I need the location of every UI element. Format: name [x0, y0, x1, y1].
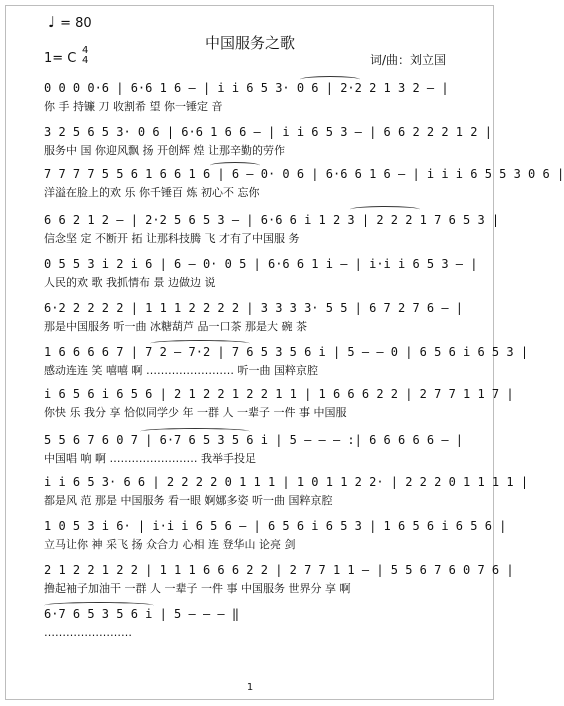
score-system — [44, 80, 464, 114]
notation-line: i i 6 5 3· 6 6 | 2 2 2 2 0 1 1 1 | 1 0 1 1 2 2· | 2 2 2 0 1 1 1 1 | — [44, 475, 529, 489]
notation-line: 3 2 5 6 5 3· 0 6 | 6·6 1 6 6 – | i i 6 5 3 – | 6 6 2 2 2 1 2 | — [44, 125, 492, 139]
lyrics-line: 立马让你 神 采飞 扬 众合力 心相 连 登华山 论亮 剑 — [44, 538, 296, 551]
notation-line: i 6 5 6 i 6 5 6 | 2 1 2 2 1 2 2 1 1 | 1 6 6 6 2 2 | 2 7 7 1 1 7 | — [44, 387, 514, 401]
lyrics-line: 中国唱 响 啊 …………………… 我举手投足 — [44, 452, 256, 465]
slur-mark — [210, 162, 260, 169]
notation-line: 2 1 2 2 1 2 2 | 1 1 1 6 6 6 2 2 | 2 7 7 1 1 – | 5 5 6 7 6 0 7 6 | — [44, 563, 514, 577]
score-system — [44, 606, 464, 640]
slur-mark — [350, 206, 420, 213]
tempo-value: = 80 — [60, 16, 92, 31]
lyrics-line: 人民的欢 歌 我抓情布 景 边做边 说 — [44, 276, 216, 289]
score-system — [44, 256, 478, 290]
key-signature: 1= C — [44, 51, 77, 66]
lyrics-line: 你快 乐 我分 享 恰似同学少 年 一群 人 一辈子 一件 事 中国服 — [44, 406, 347, 419]
time-signature — [82, 46, 88, 66]
notation-line: 6·7 6 5 3 5 6 i | 5 – – – ‖ — [44, 607, 240, 621]
score-system — [44, 432, 464, 466]
score-system — [44, 562, 514, 596]
lyrics-line: 都是风 范 那是 中国服务 看一眼 婀娜多姿 听一曲 国粹京腔 — [44, 494, 333, 507]
score-system — [44, 474, 529, 508]
lyrics-line: 信念坚 定 不断开 拓 让那科技腾 飞 才有了中国服 务 — [44, 232, 300, 245]
notation-line: 0 0 0 0·6 | 6·6 1 6 – | i i 6 5 3· 0 6 | 2·2 2 1 3 2 – | — [44, 81, 449, 95]
slur-mark — [150, 340, 250, 347]
lyrics-line: 洋溢在脸上的欢 乐 你千锤百 炼 初心不 忘你 — [44, 186, 260, 199]
notation-line: 6 6 2 1 2 – | 2·2 5 6 5 3 – | 6·6 6 i 1 2 3 | 2 2 2 1 7 6 5 3 | — [44, 213, 500, 227]
lyrics-line: 服务中 国 你迎风飘 扬 开创辉 煌 让那辛勤的劳作 — [44, 144, 285, 157]
page-number: 1 — [246, 682, 254, 693]
song-title: 中国服务之歌 — [204, 34, 295, 52]
score-system — [44, 124, 492, 158]
time-bottom: 4 — [82, 55, 89, 66]
time-top: 4 — [82, 45, 89, 56]
score-system — [44, 386, 514, 420]
score-system — [44, 212, 500, 246]
notation-line: 0 5 5 3 i 2 i 6 | 6 – 0· 0 5 | 6·6 6 1 i – | i·i i 6 5 3 – | — [44, 257, 478, 271]
lyricist-composer: 词/曲：刘立国 — [370, 53, 447, 67]
lyrics-line: 感动连连 笑 嘻嘻 啊 …………………… 听一曲 国粹京腔 — [44, 364, 318, 377]
lyrics-line: …………………… — [44, 626, 132, 639]
slur-mark — [300, 76, 360, 83]
score-system — [44, 518, 507, 552]
score-system — [44, 166, 564, 200]
score-system — [44, 344, 529, 378]
lyrics-line: 撸起袖子加油干 一群 人 一辈子 一件 事 中国服务 世界分 享 啊 — [44, 582, 351, 595]
slur-mark — [140, 428, 250, 435]
slur-mark — [44, 602, 154, 609]
notation-line: 1 0 5 3 i 6· | i·i i 6 5 6 – | 6 5 6 i 6 5 3 | 1 6 5 6 i 6 5 6 | — [44, 519, 507, 533]
quarter-note-icon: ♩ — [48, 13, 56, 31]
notation-line: 1 6 6 6 6 7 | 7 2 – 7·2 | 7 6 5 3 5 6 i | 5 – – 0 | 6 5 6 i 6 5 3 | — [44, 345, 529, 359]
lyrics-line: 那是中国服务 听一曲 冰糖葫芦 品一口茶 那是大 碗 茶 — [44, 320, 307, 333]
lyrics-line: 你 手 持镰 刀 收割希 望 你一锤定 音 — [44, 100, 223, 113]
tempo-marking — [48, 13, 92, 31]
score-system — [44, 300, 464, 334]
notation-line: 6·2 2 2 2 2 | 1 1 1 2 2 2 2 | 3 3 3 3· 5 5 | 6 7 2 7 6 – | — [44, 301, 464, 315]
notation-line: 5 5 6 7 6 0 7 | 6·7 6 5 3 5 6 i | 5 – – – :| 6 6 6 6 6 – | — [44, 433, 464, 447]
notation-line: 7 7 7 7 5 5 6 1 6 6 1 6 | 6 – 0· 0 6 | 6·6 6 1 6 – | i i i 6 5 5 3 0 6 | — [44, 167, 564, 181]
